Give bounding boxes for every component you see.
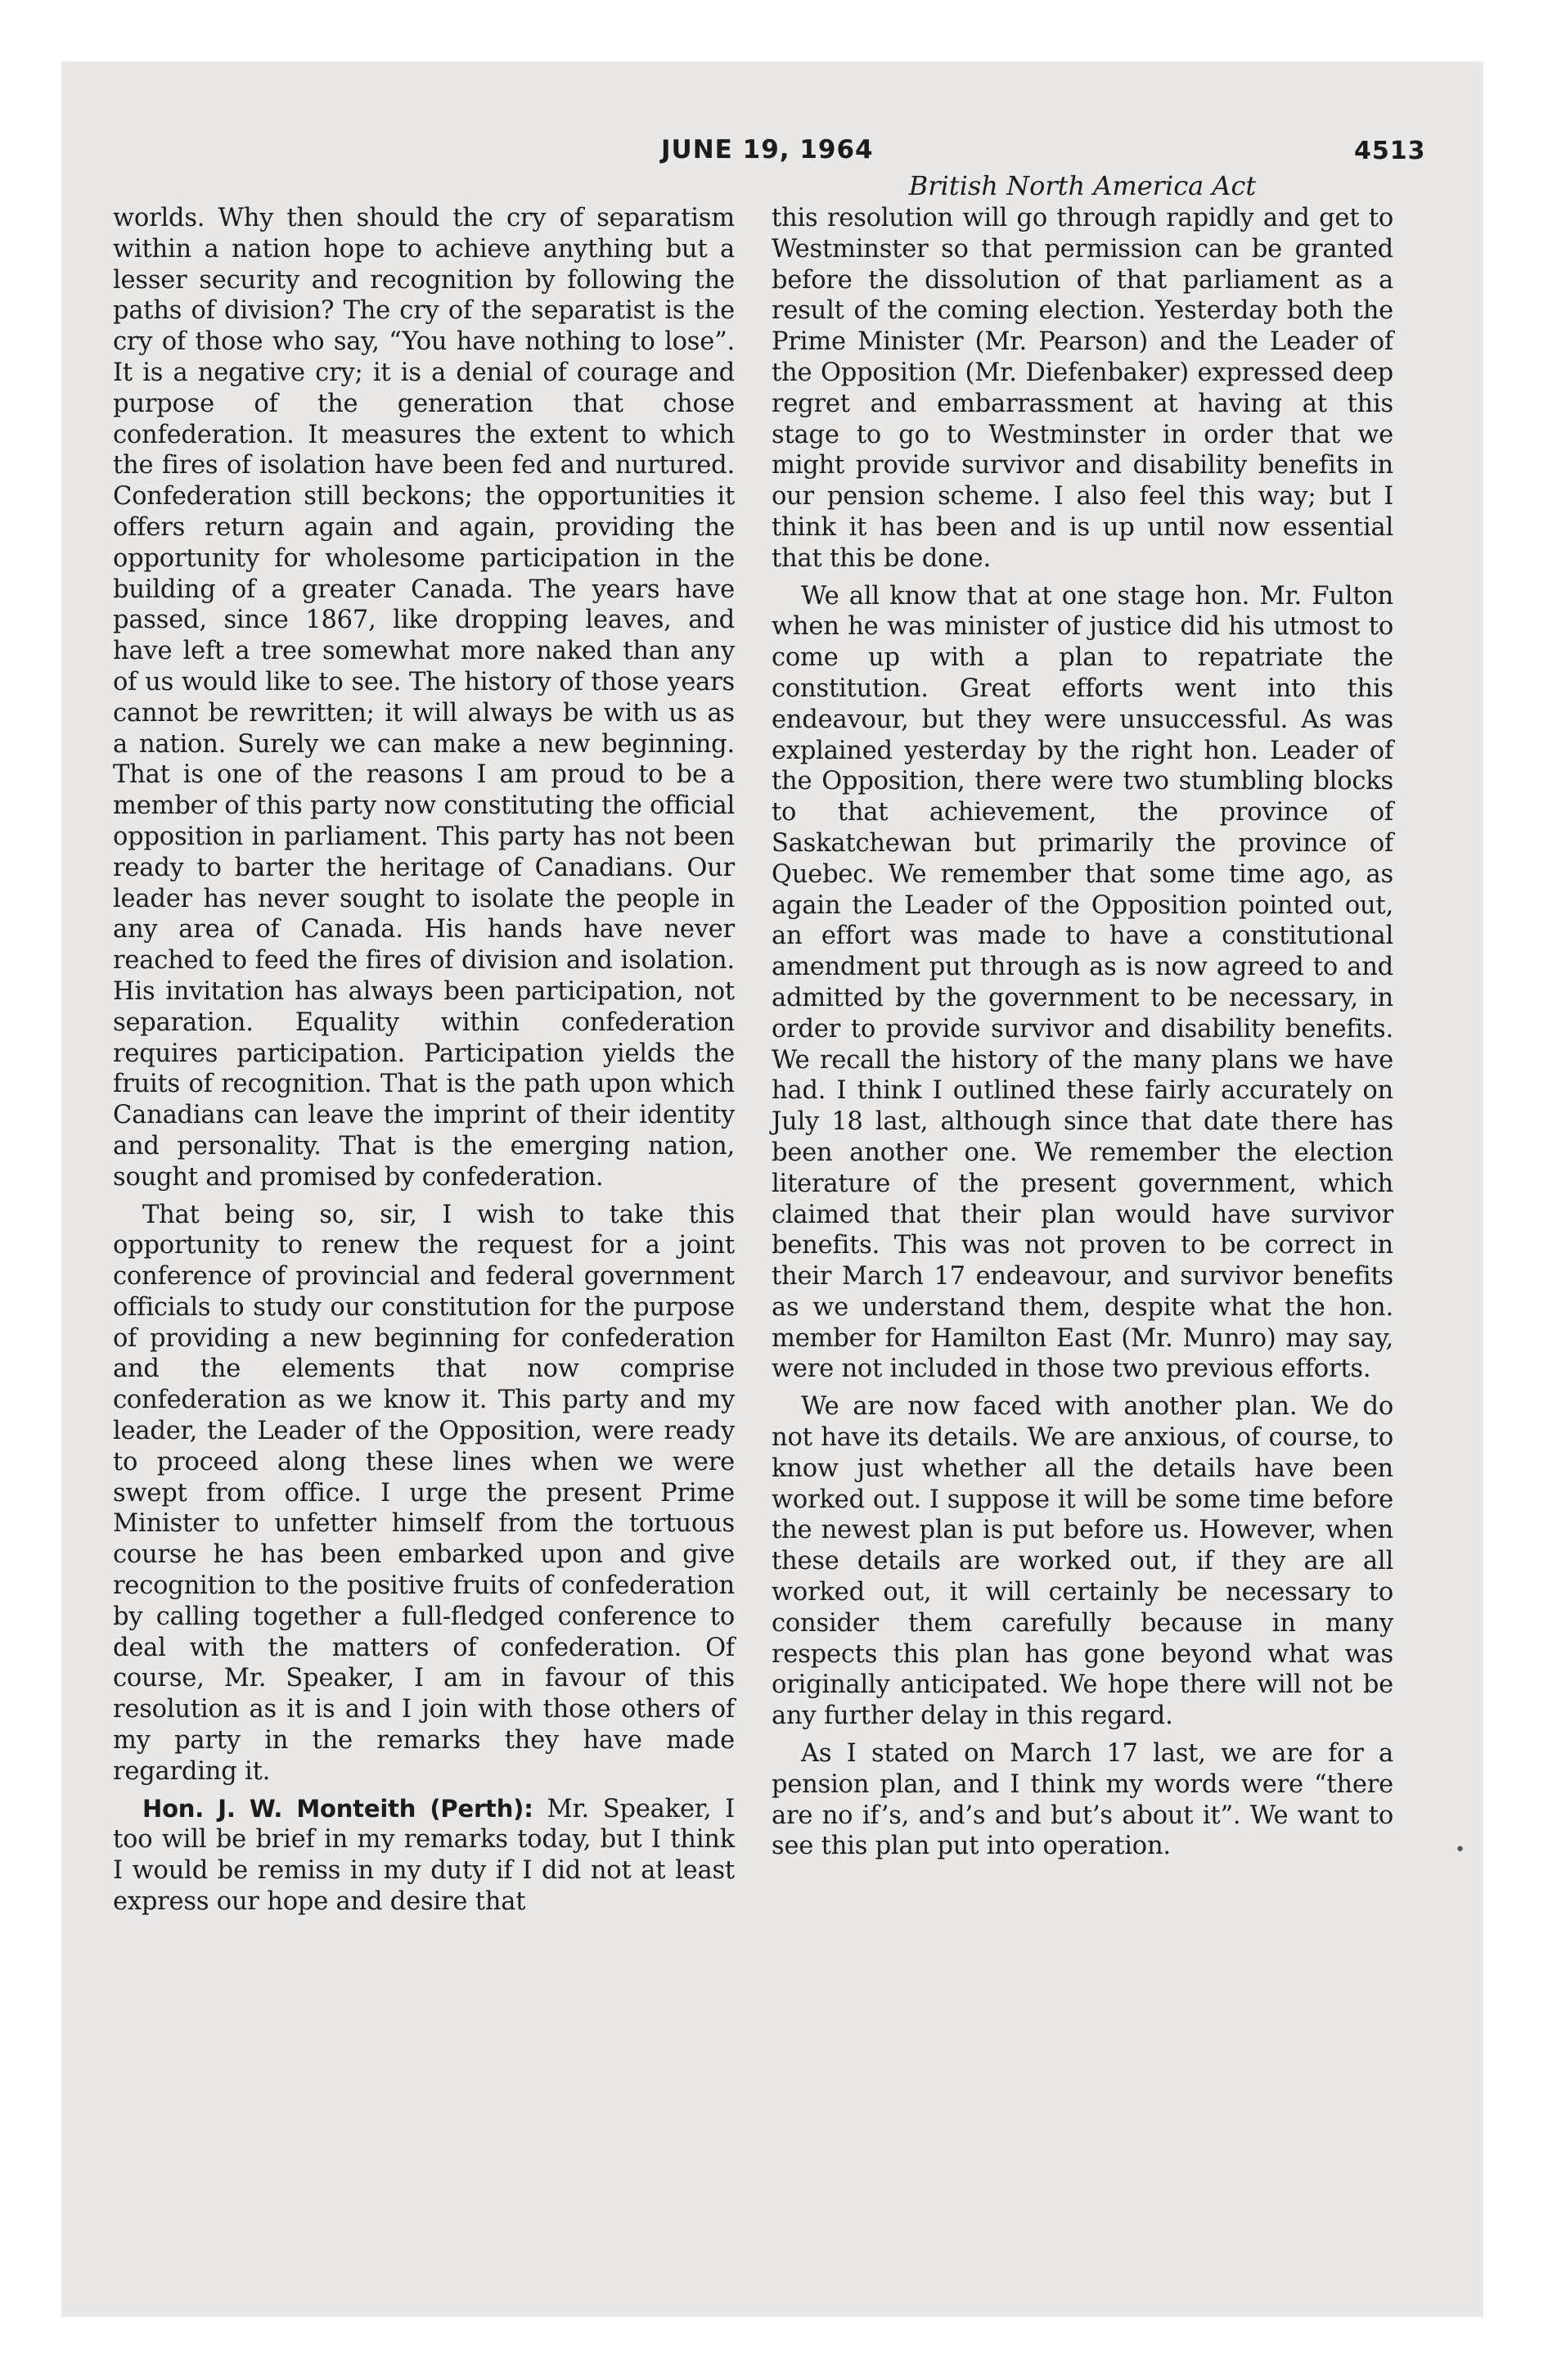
paragraph: this resolution will go through rapidly and get to Westminster so that permission can be granted before the dissolution of that parliament as a result of the coming election. Yesterday both the Prime Minister (Mr. Pearson) and the Leader of the Opposition (Mr. Diefenbaker) expressed deep regret and embarrassment at having at this stage to go to Westminster in order that we might provide survivor and disability benefits in our pension scheme. I also feel this way; but I think it has been and is up until now essential that this be done. (772, 204, 1393, 573)
paragraph: worlds. Why then should the cry of separatism within a nation hope to achieve anything but a lesser security and recognition by following the paths of division? The cry of the separatist is the cry of those who say, “You have nothing to lose”. It is a negative cry; it is a denial of courage and purpose of the generation that chose confederation. It measures the extent to which the fires of isolation have been fed and nurtured. Confederation still beckons; the opportunities it offers return again and again, providing the opportunity for wholesome participation in the building of a greater Canada. The years have passed, since 1867, like dropping leaves, and have left a tree somewhat more naked than any of us would like to see. The history of those years cannot be rewritten; it will always be with us as a nation. Surely we can make a new beginning. That is one of the reasons I am proud to be a member of this party now constituting the official opposition in parliament. This party has not been ready to barter the heritage of Canadians. Our leader has never sought to isolate the people in any area of Canada. His hands have never reached to feed the fires of division and isolation. His invitation has always been participation, not separation. Equality within confederation requires participation. Participation yields the fruits of recognition. That is the path upon which Canadians can leave the imprint of their identity and personality. That is the emerging nation, sought and promised by confederation. (113, 204, 736, 1192)
speaker-name: Hon. J. W. Monteith (Perth): (142, 1794, 533, 1823)
stray-dot-mark: • (1455, 1840, 1465, 1860)
paragraph-text: Mr. Speaker, I too will be brief in my remarks today, but I think I would be remiss in my duty if I did not at least express our hope and desire that (113, 1794, 735, 1917)
paragraph-with-speaker (113, 1794, 735, 1918)
paragraph: As I stated on March 17 last, we are for a pension plan, and I think my words were “there are no if’s, and’s and but’s about it”. We want to see this plan put into operation. (772, 1739, 1393, 1861)
section-title: British North America Act (908, 170, 1257, 201)
paragraph: We are now faced with another plan. We do not have its details. We are anxious, of course, to know just whether all the details have been worked out. I suppose it will be some time before the newest plan is put before us. However, when these details are worked out, if they are all worked out, it will certainly be necessary to consider them carefully because in many respects this plan has gone beyond what was originally anticipated. We hope there will not be any further delay in this regard. (772, 1392, 1393, 1731)
paragraph: That being so, sir, I wish to take this opportunity to renew the request for a joint conference of provincial and federal government officials to study our constitution for the purpose of providing a new beginning for confederation and the elements that now comprise confederation as we know it. This party and my leader, the Leader of the Opposition, were ready to proceed along these lines when we were swept from office. I urge the present Prime Minister to unfetter himself from the tortuous course he has been embarked upon and give recognition to the positive fruits of confederation by calling together a full-fledged conference to deal with the matters of confederation. Of course, Mr. Speaker, I am in favour of this resolution as it is and I join with those others of my party in the remarks they have made regarding it. (113, 1200, 735, 1786)
header-date: JUNE 19, 1964 (661, 135, 874, 165)
right-column (772, 203, 1393, 1862)
left-column (113, 203, 735, 1918)
page-number: 4513 (1354, 137, 1426, 165)
paragraph: We all know that at one stage hon. Mr. Fulton when he was minister of justice did his utmost to come up with a plan to repatriate the constitution. Great efforts went into this endeavour, but they were unsuccessful. As was explained yesterday by the right hon. Leader of the Opposition, there were two stumbling blocks to that achievement, the province of Saskatchewan but primarily the province of Quebec. We remember that some time ago, as again the Leader of the Opposition pointed out, an effort was made to have a constitutional amendment put through as is now agreed to and admitted by the government to be necessary, in order to provide survivor and disability benefits. We recall the history of the many plans we have had. I think I outlined these fairly accurately on July 18 last, although since that date there has been another one. We remember the election literature of the present government, which claimed that their plan would have survivor benefits. This was not proven to be correct in their March 17 endeavour, and survivor benefits as we understand them, despite what the hon. member for Hamilton East (Mr. Munro) may say, were not included in those two previous efforts. (772, 581, 1393, 1384)
